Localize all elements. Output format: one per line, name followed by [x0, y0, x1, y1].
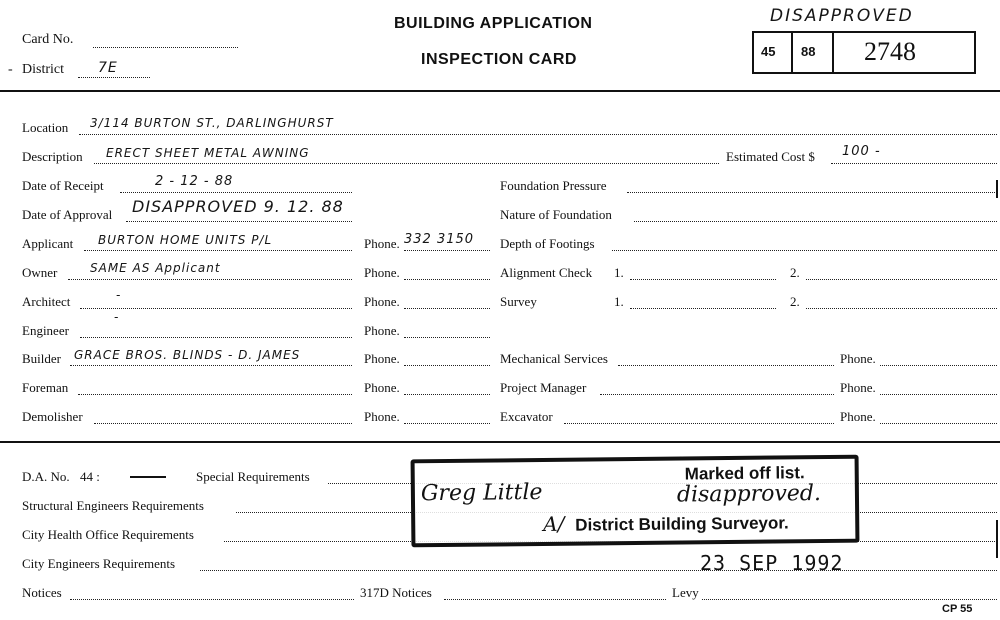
ref-a: 45 — [761, 44, 776, 59]
city-eng-req-line — [200, 570, 997, 571]
foundation-pressure-label: Foundation Pressure — [500, 178, 607, 193]
mechanical-line — [618, 365, 834, 366]
depth-footings-label: Depth of Footings — [500, 236, 595, 251]
engineer-value: - — [114, 310, 120, 324]
description-value: ERECT SHEET METAL AWNING — [106, 146, 310, 160]
health-req-label: City Health Office Requirements — [22, 527, 194, 542]
reference-box — [752, 31, 976, 74]
location-value: 3/114 BURTON ST., DARLINGHURST — [90, 116, 334, 130]
foundation-pressure-line — [627, 192, 997, 193]
demolisher-label: Demolisher — [22, 409, 83, 424]
ref-b: 88 — [801, 44, 816, 59]
alignment-1-line — [630, 279, 776, 280]
survey-1-label: 1. — [614, 294, 624, 309]
engineer-label: Engineer — [22, 323, 69, 338]
header-rule — [0, 90, 1000, 92]
estimated-cost-label: Estimated Cost $ — [726, 149, 815, 164]
date-receipt-line — [120, 192, 352, 193]
form-subtitle: INSPECTION CARD — [421, 51, 577, 68]
excavator-phone-label: Phone. — [840, 409, 876, 424]
project-manager-line — [600, 394, 834, 395]
architect-value: - — [116, 288, 122, 302]
alignment-2-line — [806, 279, 997, 280]
applicant-phone-line — [404, 250, 490, 251]
stamp-prefix: A/ — [543, 511, 565, 536]
builder-value: GRACE BROS. BLINDS - D. JAMES — [74, 348, 301, 362]
description-label: Description — [22, 149, 83, 164]
date-approval-line — [126, 221, 352, 222]
architect-label: Architect — [22, 294, 71, 309]
date-approval-label: Date of Approval — [22, 207, 113, 222]
owner-label: Owner — [22, 265, 58, 280]
rubber-stamp — [411, 455, 860, 548]
demolisher-phone-label: Phone. — [364, 409, 400, 424]
engineer-line — [80, 337, 352, 338]
architect-line — [80, 308, 352, 309]
builder-phone-label: Phone. — [364, 351, 400, 366]
date-approval-value: DISAPPROVED 9. 12. 88 — [132, 197, 344, 216]
card-no-label: Card No. — [22, 32, 74, 47]
structural-req-label: Structural Engineers Requirements — [22, 498, 204, 513]
levy-line — [702, 599, 997, 600]
owner-phone-label: Phone. — [364, 265, 400, 280]
survey-1-line — [630, 308, 776, 309]
edge-mark — [996, 520, 998, 558]
architect-phone-line — [404, 308, 490, 309]
builder-phone-line — [404, 365, 490, 366]
survey-2-label: 2. — [790, 294, 800, 309]
applicant-phone-label: Phone. — [364, 236, 400, 251]
mechanical-phone-line — [880, 365, 997, 366]
ref-divider-2 — [832, 33, 834, 72]
excavator-label: Excavator — [500, 409, 553, 424]
architect-phone-label: Phone. — [364, 294, 400, 309]
builder-label: Builder — [22, 351, 61, 366]
estimated-cost-line — [831, 163, 997, 164]
stamp-disapproved-handwritten: disapproved. — [676, 481, 822, 508]
survey-label: Survey — [500, 294, 537, 309]
applicant-phone-value: 332 3150 — [404, 232, 475, 247]
district-label: District — [22, 62, 64, 77]
project-manager-phone-line — [880, 394, 997, 395]
foreman-line — [78, 394, 352, 395]
foreman-phone-label: Phone. — [364, 380, 400, 395]
demolisher-phone-line — [404, 423, 490, 424]
excavator-line — [564, 423, 834, 424]
alignment-2-label: 2. — [790, 265, 800, 280]
applicant-value: BURTON HOME UNITS P/L — [98, 233, 273, 247]
dash-mark: - — [8, 62, 13, 77]
da-dash — [130, 476, 166, 478]
excavator-phone-line — [880, 423, 997, 424]
form-title: BUILDING APPLICATION — [394, 15, 593, 32]
nature-foundation-label: Nature of Foundation — [500, 207, 612, 222]
owner-line — [68, 279, 352, 280]
date-receipt-value: 2 - 12 - 88 — [155, 174, 234, 189]
project-manager-label: Project Manager — [500, 380, 587, 395]
applicant-line — [84, 250, 352, 251]
stamp-marked-off: Marked off list. — [684, 463, 805, 484]
alignment-check-label: Alignment Check — [500, 265, 593, 280]
project-manager-phone-label: Phone. — [840, 380, 876, 395]
mechanical-label: Mechanical Services — [500, 351, 608, 366]
stamp-signature: Greg Little — [420, 479, 543, 507]
engineer-phone-label: Phone. — [364, 323, 400, 338]
card-no-line — [93, 47, 238, 48]
owner-value: SAME AS Applicant — [90, 261, 221, 275]
nature-foundation-line — [634, 221, 997, 222]
depth-footings-line — [612, 250, 997, 251]
special-req-label: Special Requirements — [196, 469, 310, 484]
district-line — [78, 77, 150, 78]
description-line — [94, 163, 719, 164]
location-line — [79, 134, 997, 135]
da-no-label: D.A. No. — [22, 469, 70, 484]
edge-mark — [996, 180, 998, 198]
ref-number: 2748 — [864, 37, 916, 66]
notices-317-line — [444, 599, 666, 600]
notices-line — [70, 599, 354, 600]
owner-phone-line — [404, 279, 490, 280]
form-code: CP 55 — [942, 603, 973, 615]
survey-2-line — [806, 308, 997, 309]
ref-divider-1 — [791, 33, 793, 72]
middle-rule — [0, 441, 1000, 443]
stamp-top-disapproved: DISAPPROVED — [770, 6, 914, 26]
stamp-surveyor: District Building Surveyor. — [575, 513, 789, 535]
city-eng-req-label: City Engineers Requirements — [22, 556, 176, 571]
builder-line — [70, 365, 352, 366]
engineer-phone-line — [404, 337, 490, 338]
levy-label: Levy — [672, 585, 699, 600]
notices-label: Notices — [22, 585, 62, 600]
applicant-label: Applicant — [22, 236, 74, 251]
estimated-cost-value: 100 - — [842, 144, 881, 159]
foreman-phone-line — [404, 394, 490, 395]
date-receipt-label: Date of Receipt — [22, 178, 104, 193]
demolisher-line — [94, 423, 352, 424]
location-label: Location — [22, 120, 69, 135]
notices-317-label: 317D Notices — [360, 585, 432, 600]
district-value: 7E — [98, 60, 118, 76]
alignment-1-label: 1. — [614, 265, 624, 280]
da-no-value: 44 : — [80, 469, 100, 484]
foreman-label: Foreman — [22, 380, 69, 395]
stamp-date: 23 SEP 1992 — [700, 551, 844, 575]
mechanical-phone-label: Phone. — [840, 351, 876, 366]
